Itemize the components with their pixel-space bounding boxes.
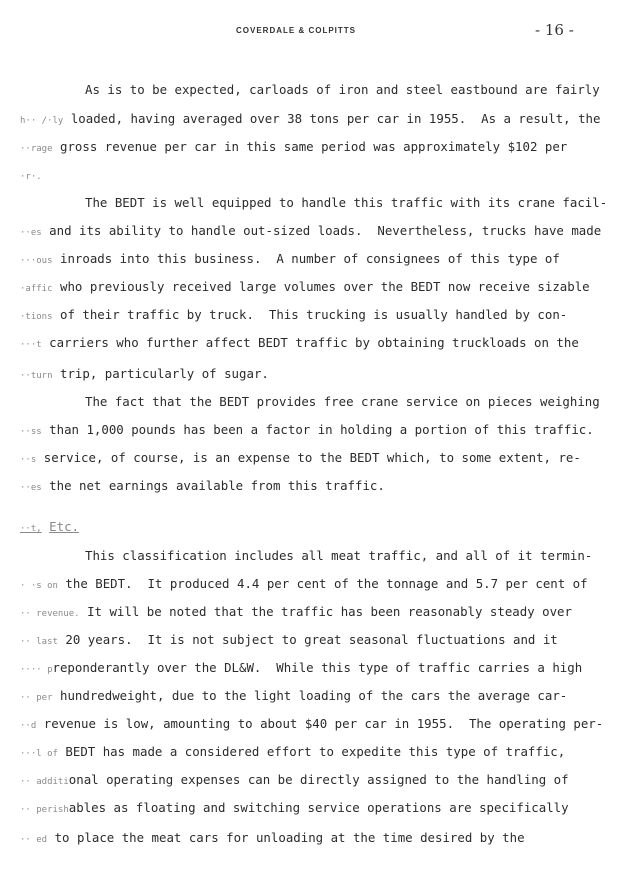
text-line: ·· revenue. It will be noted that the traffic has been reasonably steady over xyxy=(20,604,572,619)
firm-name: COVERDALE & COLPITTS xyxy=(236,26,357,35)
text-line: ·· per hundredweight, due to the light loading of the cars the average car- xyxy=(20,688,568,703)
text-line: ·affic who previously received large volumes over the BEDT now receive sizable xyxy=(20,279,590,294)
text-line: ··s service, of course, is an expense to the BEDT which, to some extent, re- xyxy=(20,450,581,465)
text-line: · ·s on the BEDT. It produced 4.4 per cent of the tonnage and 5.7 per cent of xyxy=(20,576,588,591)
text-line: As is to be expected, carloads of iron and steel eastbound are fairly xyxy=(85,82,600,97)
text-line: ··rage gross revenue per car in this same period was approximately $102 per xyxy=(20,139,568,154)
text-line: h·· /·ly loaded, having averaged over 38 tons per car in 1955. As a result, the xyxy=(20,111,601,126)
text-line: ·· perishables as floating and switching service operations are specifically xyxy=(20,800,569,815)
text-line: ·· additional operating expenses can be directly assigned to the handling of xyxy=(20,772,569,787)
text-line: ··es the net earnings available from this traffic. xyxy=(20,478,385,493)
text-line: ···ous inroads into this business. A number of consignees of this type of xyxy=(20,251,560,266)
text-line: ···t carriers who further affect BEDT traffic by obtaining truckloads on the xyxy=(20,335,579,350)
text-line: ·· last 20 years. It is not subject to great seasonal fluctuations and it xyxy=(20,632,558,647)
text-line: The fact that the BEDT provides free crane service on pieces weighing xyxy=(85,394,600,409)
text-line: ··d revenue is low, amounting to about $40 per car in 1955. The operating per- xyxy=(20,716,604,731)
text-line: ··es and its ability to handle out-sized loads. Nevertheless, trucks have made xyxy=(20,223,602,238)
section-heading: ··t, Etc. xyxy=(20,519,79,534)
text-line: ···l of BEDT has made a considered effort to expedite this type of traffic, xyxy=(20,744,566,759)
page-header xyxy=(0,21,625,40)
text-line: This classification includes all meat traffic, and all of it termin- xyxy=(85,548,593,563)
text-line: ···· preponderantly over the DL&W. While this type of traffic carries a high xyxy=(20,660,583,675)
page-number: - 16 - xyxy=(535,21,574,39)
text-line: The BEDT is well equipped to handle this traffic with its crane facil- xyxy=(85,195,608,210)
text-line: ·tions of their traffic by truck. This trucking is usually handled by con- xyxy=(20,307,568,322)
text-line: ··turn trip, particularly of sugar. xyxy=(20,366,269,381)
text-line: ·· ed to place the meat cars for unloading at the time desired by the xyxy=(20,830,525,845)
text-line: ·r·. xyxy=(20,172,42,182)
text-line: ··ss than 1,000 pounds has been a factor in holding a portion of this traffic. xyxy=(20,422,594,437)
